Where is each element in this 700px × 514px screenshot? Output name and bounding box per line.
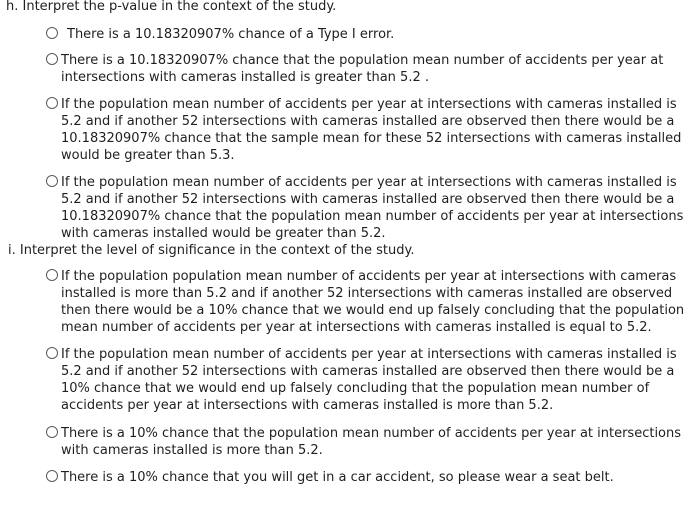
question-h-option-3[interactable]	[46, 96, 686, 164]
option-label: If the population mean number of accidents per year at intersections with cameras installed is 5.2 and if another 52 intersections with cameras installed are observed then there would be a 10.18320907% chance that the population mean number of accidents per year at intersections with cameras installed would be greater than 5.2.	[61, 175, 684, 241]
radio-button[interactable]	[46, 470, 58, 482]
option-label: If the population population mean number of accidents per year at intersections with cameras installed is more than 5.2 and if another 52 intersections with cameras installed are observed then there would be a 10% chance that we would end up falsely concluding that the population mean number of accidents per year at intersections with cameras installed is equal to 5.2.	[61, 269, 685, 335]
question-h-option-2[interactable]	[46, 52, 686, 86]
radio-button[interactable]	[46, 347, 58, 359]
radio-button[interactable]	[46, 27, 58, 39]
option-label: There is a 10.18320907% chance that the population mean number of accidents per year at intersections with cameras installed is greater than 5.2 .	[61, 53, 664, 85]
question-i-option-3[interactable]	[46, 425, 686, 459]
question-i-option-4[interactable]	[46, 469, 686, 486]
question-h-option-4[interactable]	[46, 174, 686, 242]
radio-button[interactable]	[46, 269, 58, 281]
radio-button[interactable]	[46, 53, 58, 65]
option-label: There is a 10.18320907% chance of a Type I error.	[67, 27, 395, 42]
question-h-option-1[interactable]	[46, 26, 686, 43]
radio-button[interactable]	[46, 175, 58, 187]
question-h-prompt: h. Interpret the p-value in the context of the study.	[6, 0, 337, 14]
radio-button[interactable]	[46, 426, 58, 438]
question-i-option-1[interactable]	[46, 268, 686, 336]
option-label: There is a 10% chance that the population mean number of accidents per year at intersections with cameras installed is more than 5.2.	[61, 426, 682, 458]
option-label: If the population mean number of accidents per year at intersections with cameras installed is 5.2 and if another 52 intersections with cameras installed are observed then there would be a 10% chance that we would end up falsely concluding that the population mean number of accidents per year at intersections with cameras installed is more than 5.2.	[61, 347, 677, 413]
option-label: There is a 10% chance that you will get in a car accident, so please wear a seat belt.	[61, 470, 614, 485]
radio-button[interactable]	[46, 97, 58, 109]
question-i-prompt: i. Interpret the level of significance in the context of the study.	[8, 243, 415, 258]
option-label: If the population mean number of accidents per year at intersections with cameras installed is 5.2 and if another 52 intersections with cameras installed are observed then there would be a 10.18320907% chance that the sample mean for these 52 intersections with cameras installed would be greater than 5.3.	[61, 97, 682, 163]
question-i-option-2[interactable]	[46, 346, 686, 414]
